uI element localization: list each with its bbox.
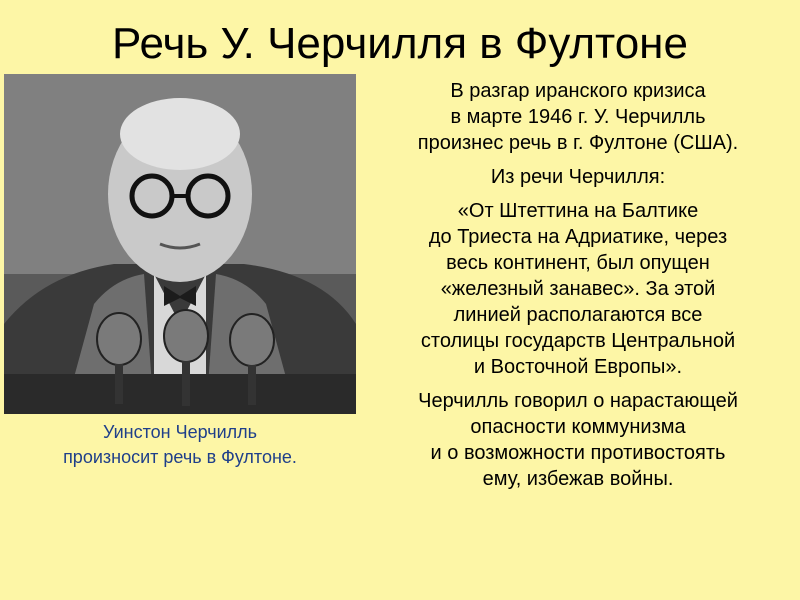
text-line: произнес речь в г. Фултоне (США). (417, 132, 739, 154)
text-line: «железный занавес». За этой (440, 278, 716, 300)
text-line: в марте 1946 г. У. Черчилль (450, 106, 706, 128)
text-line: столицы государств Центральной (420, 330, 736, 352)
text-line: и о возможности противостоять (430, 442, 726, 464)
quote-paragraph (356, 198, 800, 380)
text-line: весь континент, был опущен (446, 252, 710, 274)
caption-line: произносит речь в Фултоне. (63, 447, 297, 467)
portrait-photo-icon (4, 74, 356, 414)
text-line: до Триеста на Адриатике, через (428, 226, 728, 248)
photo-caption (20, 420, 340, 470)
text-line: линией располагаются все (453, 304, 703, 326)
slide-title: Речь У. Черчилля в Фултоне (112, 19, 688, 68)
text-line: и Восточной Европы». (473, 356, 683, 378)
from-speech-heading (356, 164, 800, 190)
intro-paragraph (356, 78, 800, 156)
text-line: Черчилль говорил о нарастающей (418, 390, 738, 412)
text-line: В разгар иранского кризиса (450, 80, 706, 102)
main-text (356, 78, 800, 500)
conclusion-paragraph (356, 388, 800, 492)
text-line: опасности коммунизма (470, 416, 686, 438)
caption-line: Уинстон Черчилль (102, 422, 258, 442)
text-line: ему, избежав войны. (482, 468, 674, 490)
text-line: «От Штеттина на Балтике (457, 200, 699, 222)
churchill-photo (4, 74, 356, 414)
text-line: Из речи Черчилля: (490, 166, 666, 188)
